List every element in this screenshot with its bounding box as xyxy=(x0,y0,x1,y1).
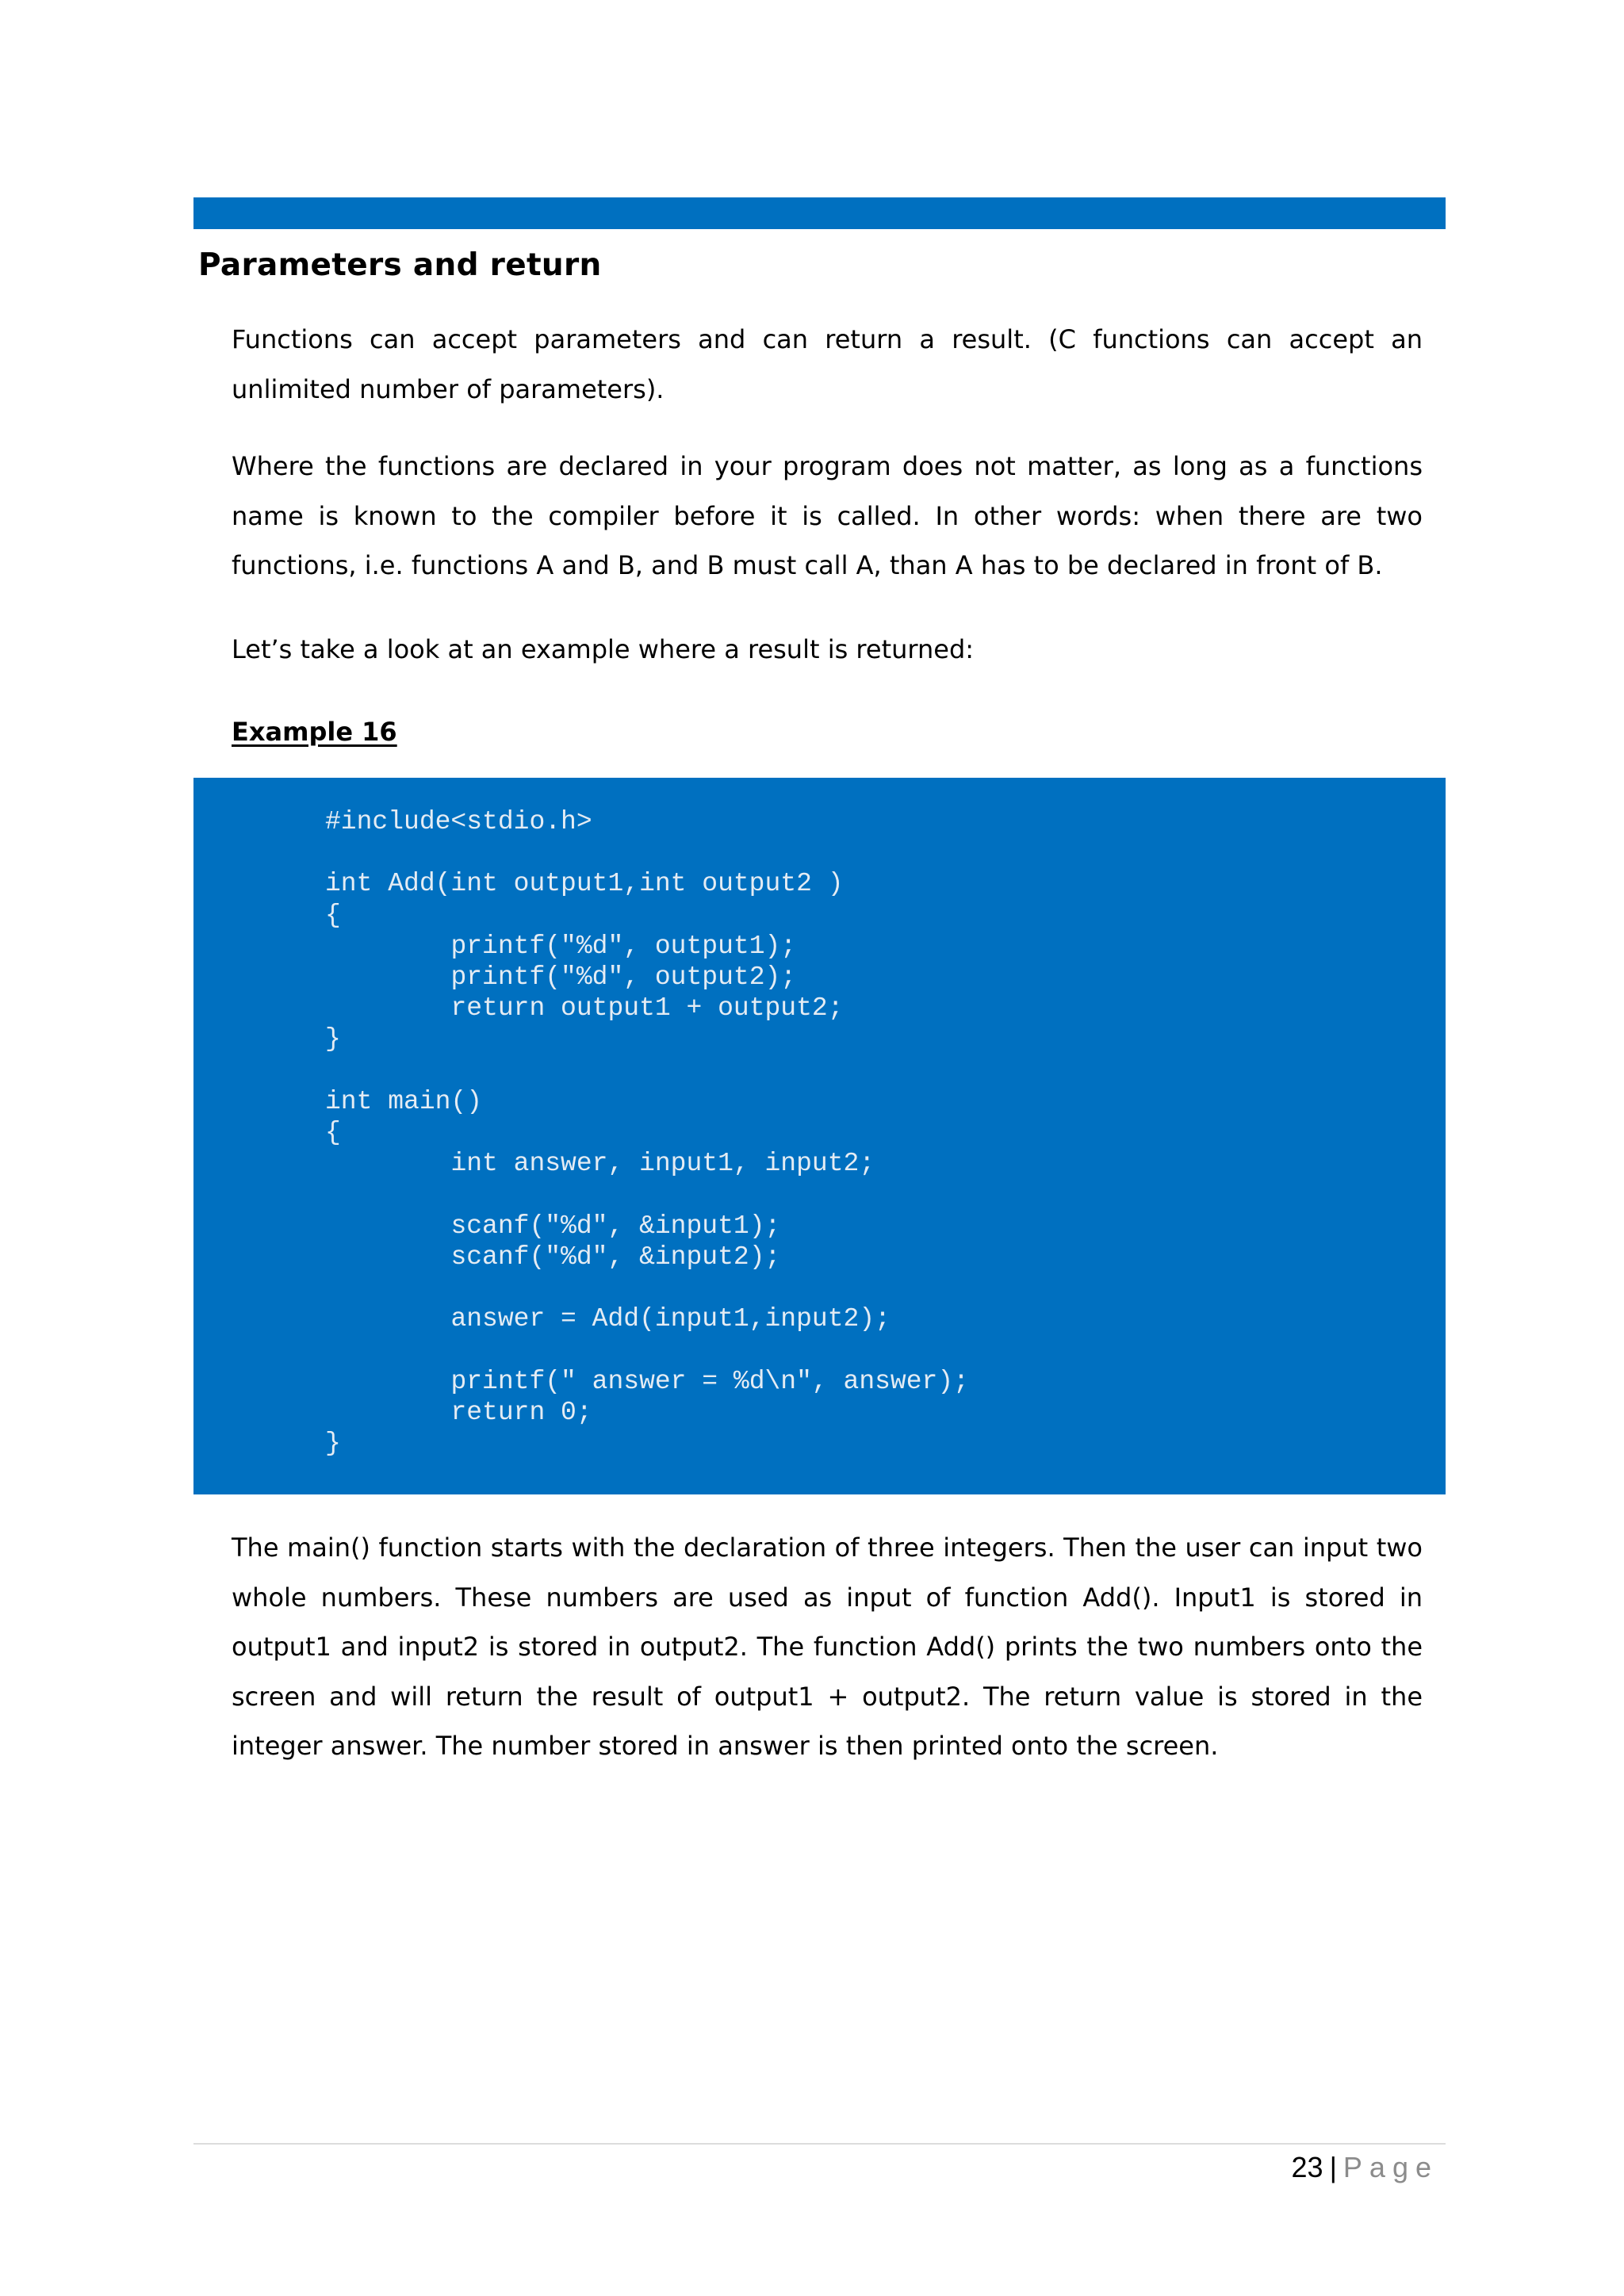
footer-separator: | xyxy=(1329,2151,1337,2183)
intro-paragraph: Functions can accept parameters and can return a result. (C functions can accept an unlimited number of parameters). xyxy=(232,324,1423,404)
page-footer xyxy=(1292,2148,1438,2187)
code-panel xyxy=(193,778,1446,1494)
explanation-paragraph: The main() function starts with the declaration of three integers. Then the user can input two whole numbers. These numbers are used as input of function Add(). Input1 is stored in output1 and input2 is stored in output2. The function Add() prints the two numbers onto the screen and will return the result of output1 + output2. The return value is stored in the integer answer. The number stored in answer is then printed onto the screen. xyxy=(232,1533,1423,1761)
section-heading: Parameters and return xyxy=(198,247,602,283)
declaration-paragraph: Where the functions are declared in your program does not matter, as long as a functions name is known to the compiler before it is called. In other words: when there are two functions, i.e. functions A and B, and B must call A, than A has to be declared in front of B. xyxy=(232,451,1423,580)
section-header-bar xyxy=(193,197,1446,229)
page-label: Page xyxy=(1342,2151,1438,2183)
example-intro-paragraph: Let’s take a look at an example where a result is returned: xyxy=(232,634,975,664)
example-label: Example 16 xyxy=(232,717,397,747)
code-listing: #include<stdio.h> int Add(int output1,int output2 ) { printf("%d", output1); printf("%d", output2); return output1 + output2; } int main() { int answer, input1, input2; scanf("%d", &input1); scanf("%d", &input2); answer = Add(input1,input2); printf(" answer = %d\n", answer); return 0; } xyxy=(325,807,969,1459)
footer-rule xyxy=(193,2143,1446,2145)
page-number: 23 xyxy=(1291,2151,1323,2183)
